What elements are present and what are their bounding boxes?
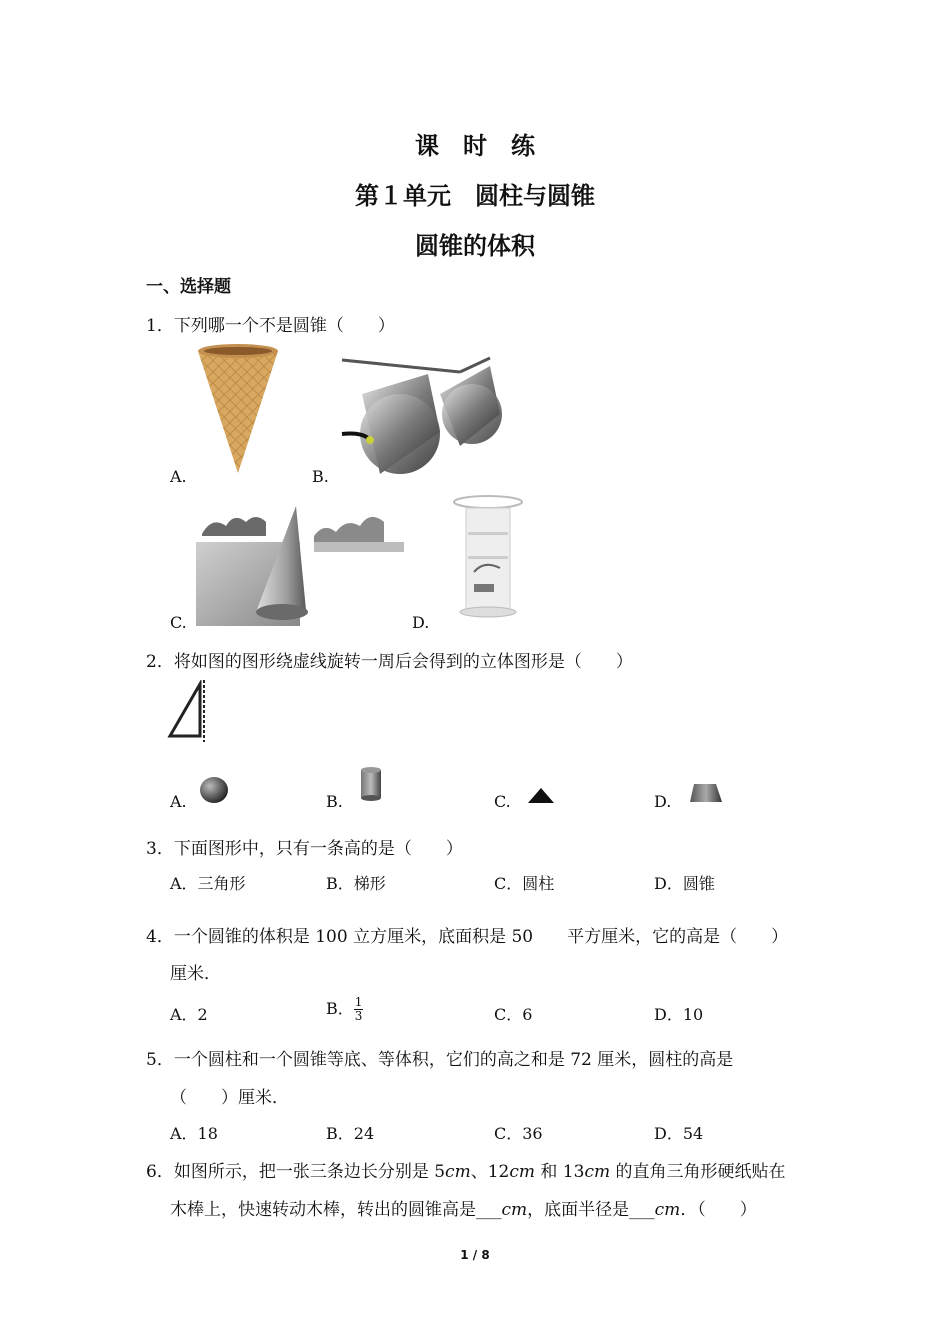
question-6-stem-line1: [146, 1157, 786, 1182]
q1-label-a: A.: [170, 467, 187, 486]
right-triangle-with-dashed-axis: [166, 680, 216, 744]
question-5-stem-line1: 5．一个圆柱和一个圆锥等底、等体积，它们的高之和是 72 厘米，圆柱的高是: [146, 1050, 734, 1070]
sunglasses-cone-lens-image: [340, 354, 508, 480]
q1-label-c: C.: [170, 613, 187, 632]
section-heading: 一、选择题: [146, 277, 231, 297]
ice-cream-cone-image: [196, 343, 280, 475]
question-4-stem-line1: 4．一个圆锥的体积是 100 立方厘米，底面积是 50 平方厘米，它的高是（ ）: [146, 927, 789, 947]
q2-label-a: A.: [170, 792, 187, 811]
question-4-stem-line2: 厘米．: [170, 964, 221, 984]
q2-label-c: C.: [494, 792, 511, 811]
cone-roof-image: [196, 500, 406, 626]
q4-option-d[interactable]: D．10: [654, 1005, 704, 1024]
q4-option-c[interactable]: C．6: [494, 1005, 533, 1024]
lesson-title: 圆锥的体积: [415, 231, 535, 260]
q3-option-b[interactable]: B．梯形: [326, 874, 386, 893]
q3-option-c[interactable]: C．圆柱: [494, 874, 555, 893]
cone-image: [526, 786, 556, 806]
q6-text-2b: ，底面半径是___: [527, 1200, 655, 1220]
cylinder-image: [358, 766, 384, 802]
fraction-one-third: [354, 996, 364, 1023]
q3-option-a[interactable]: A．三角形: [170, 874, 246, 893]
fraction-numerator: 1: [354, 995, 363, 1009]
page-number: 1 / 8: [460, 1248, 490, 1262]
page-title: 课 时 练: [415, 131, 535, 160]
q4-option-a[interactable]: A．2: [170, 1005, 208, 1024]
q6-text-1b: 、12: [470, 1162, 510, 1182]
sphere-image: [198, 776, 232, 804]
question-6-stem-line2: [170, 1195, 757, 1220]
q5-option-b[interactable]: B．24: [326, 1124, 375, 1143]
question-3-stem: 3．下面图形中，只有一条高的是（ ）: [146, 839, 463, 859]
q4-option-b-prefix: B．: [326, 999, 354, 1018]
frustum-image: [688, 780, 724, 806]
q1-label-d: D.: [412, 613, 430, 632]
q2-label-d: D.: [654, 792, 672, 811]
unit-cm: cm: [445, 1162, 471, 1182]
question-5-stem-line2: （ ）厘米．: [170, 1088, 289, 1108]
q6-text-2c: ．（ ）: [680, 1200, 757, 1220]
q6-text-1a: 6．如图所示，把一张三条边长分别是 5: [146, 1162, 446, 1182]
q1-label-b: B.: [312, 467, 329, 486]
unit-cm: cm: [501, 1200, 528, 1220]
q3-option-d[interactable]: D．圆锥: [654, 874, 715, 893]
unit-cm: cm: [654, 1200, 681, 1220]
q6-text-1c: 和 13: [535, 1162, 585, 1182]
q5-option-a[interactable]: A．18: [170, 1124, 218, 1143]
q4-option-b[interactable]: [326, 996, 363, 1023]
unit-title: 第１单元 圆柱与圆锥: [355, 181, 595, 210]
q2-label-b: B.: [326, 792, 343, 811]
q6-text-1d: 的直角三角形硬纸贴在: [610, 1162, 786, 1182]
unit-cm: cm: [584, 1162, 611, 1182]
q5-option-c[interactable]: C．36: [494, 1124, 543, 1143]
unit-cm: cm: [509, 1162, 535, 1182]
q5-option-d[interactable]: D．54: [654, 1124, 704, 1143]
paper-cup-stack-image: [452, 492, 524, 622]
question-1-stem: 1．下列哪一个不是圆锥（ ）: [146, 316, 395, 336]
question-2-stem: 2．将如图的图形绕虚线旋转一周后会得到的立体图形是（ ）: [146, 652, 633, 672]
fraction-denominator: 3: [354, 1009, 363, 1023]
q6-text-2a: 木棒上，快速转动木棒，转出的圆锥高是___: [170, 1200, 502, 1220]
